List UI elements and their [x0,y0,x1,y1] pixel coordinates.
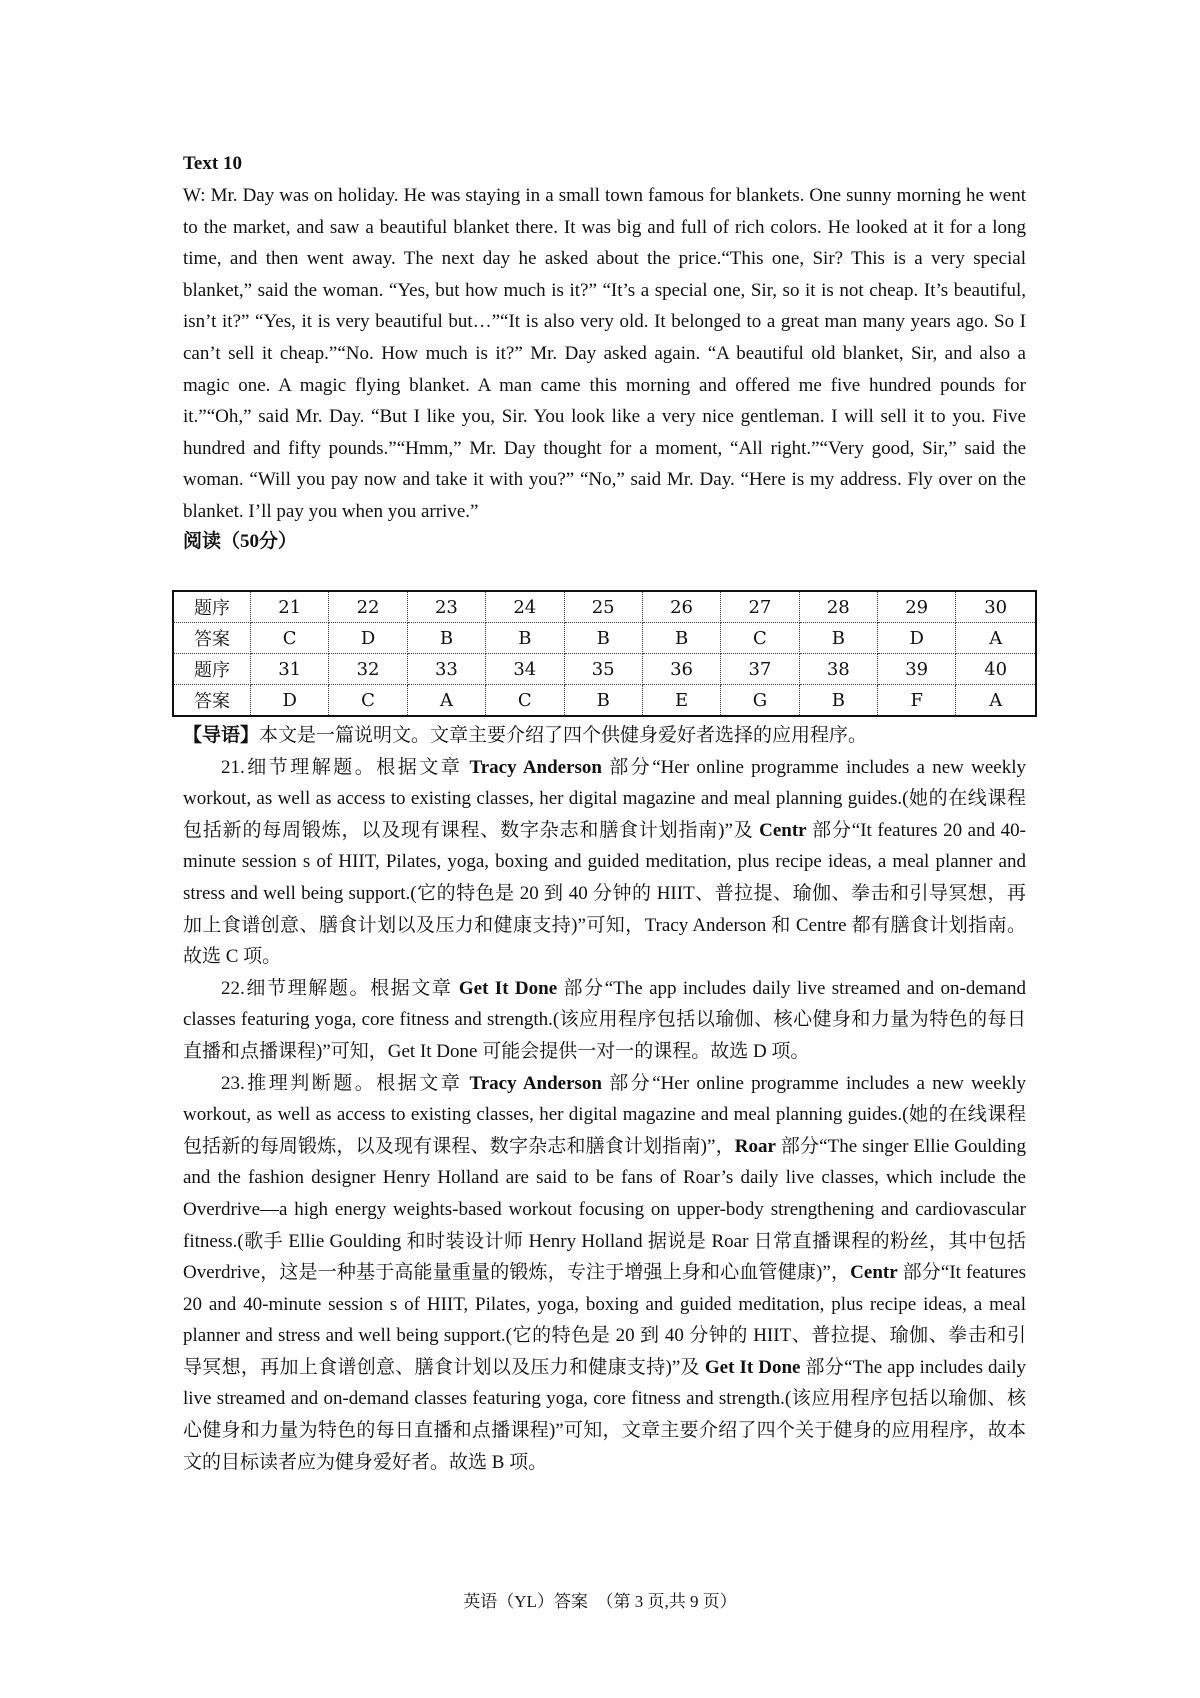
answer-cell: E [642,685,720,717]
question-number-cell: 35 [564,654,642,685]
q21-text-d: 部分“It features 20 and 40-minute session s of HIIT, Pilates, yoga, boxing and guided meditation, plus recipe ideas, a meal planner and stress and well being support.(它的特色是 20 到 40 分钟的 HIIT、普拉提、瑜伽、拳击和引导冥想，再加上食谱创意、膳食计划以及压力和健康支持)”可知，Tracy Anderson 和 Centre 都有膳食计划指南。故选 C 项。 [183,819,1026,968]
answer-row [173,623,1036,654]
question-number-row [173,591,1036,623]
answer-cell: D [251,685,329,717]
q22-explanation [183,973,1026,1068]
q22-text-a: 22.细节理解题。根据文章 [221,977,459,999]
q21-text-c: 部分“Her online programme includes a new weekly workout, as well as access to existing classes, her digital magazine and meal planning guides.(她的在线课程包括新的每周锻炼，以及现有课程、数字杂志和膳食计划指南)”及 [183,756,1026,841]
question-number-cell: 25 [564,591,642,623]
answer-label-cell: 答案 [173,623,251,654]
question-label-cell: 题序 [173,591,251,623]
answer-cell: A [956,685,1036,717]
answer-cell: B [642,623,720,654]
text10-section [183,148,1026,556]
question-number-cell: 22 [329,591,407,623]
q23-bold-2: Roar [734,1135,776,1157]
q21-explanation [183,752,1026,973]
question-number-cell: 32 [329,654,407,685]
q23-text-c: 部分“Her online programme includes a new weekly workout, as well as access to existing classes, her digital magazine and meal planning guides.(她的在线课程包括新的每周锻炼，以及现有课程、数字杂志和膳食计划指南)”， [183,1072,1026,1157]
answer-cell: F [878,685,956,717]
answer-cell: B [564,685,642,717]
question-number-cell: 27 [721,591,799,623]
q22-bold-1: Get It Done [458,977,558,999]
answer-cell: D [329,623,407,654]
page-footer: 英语（YL）答案 （第 3 页,共 9 页） [463,1592,737,1611]
intro-label: 【导语】 [183,725,260,746]
answer-label-cell: 答案 [173,685,251,717]
answer-cell: B [407,623,485,654]
question-number-cell: 37 [721,654,799,685]
answer-cell: C [251,623,329,654]
text10-body: W: Mr. Day was on holiday. He was staying in a small town famous for blankets. One sunny morning he went to the market, and saw a beautiful blanket there. It was big and full of rich colors. He looked at it for a long time, and then went away. The next day he asked about the price.“This one, Sir? This is a very special blanket,” said the woman. “Yes, but how much is it?” “It’s a special one, Sir, so it is not cheap. It’s beautiful, isn’t it?” “Yes, it is very beautiful but…”“It is also very old. It belonged to a great man many years ago. So I can’t sell it cheap.”“No. How much is it?” Mr. Day asked again. “A beautiful old blanket, Sir, and also a magic one. A magic flying blanket. A man came this morning and offered me five hundred pounds for it.”“Oh,” said Mr. Day. “But I like you, Sir. You look like a very nice gentleman. I will sell it to you. Five hundred and fifty pounds.”“Hmm,” Mr. Day thought for a moment, “All right.”“Very good, Sir,” said the woman. “Will you pay now and take it with you?” “No,” said Mr. Day. “Here is my address. Fly over on the blanket. I’ll pay you when you arrive.” [183,185,1026,522]
answer-cell: B [564,623,642,654]
text10-title: Text 10 [183,153,242,174]
answer-cell: B [799,623,877,654]
question-number-cell: 34 [486,654,564,685]
answer-cell: B [799,685,877,717]
q23-bold-4: Get It Done [704,1356,801,1378]
answer-cell: C [721,623,799,654]
q23-text-f: 部分“The app includes daily live streamed and on-demand classes featuring yoga, core fitness and strength.(该应用程序包括以瑜伽、核心健身和力量为特色的每日直播和点播课程)”可知，文章主要介绍了四个关于健身的应用程序，故本文的目标读者应为健身爱好者。故选 B 项。 [183,1356,1027,1473]
q23-text-e: 部分“It features 20 and 40-minute session s of HIIT, Pilates, yoga, boxing and guided meditation, plus recipe ideas, a meal planner and stress and well being support.(它的特色是 20 到 40 分钟的 HIIT、普拉提、瑜伽、拳击和引导冥想，再加上食谱创意、膳食计划以及压力和健康支持)”及 [183,1262,1026,1378]
question-number-cell: 30 [956,591,1036,623]
question-number-cell: 26 [642,591,720,623]
q21-bold-2: Centr [759,819,807,841]
answer-cell: C [329,685,407,717]
q23-bold-3: Centr [850,1262,898,1284]
question-number-cell: 36 [642,654,720,685]
question-number-cell: 24 [486,591,564,623]
q23-bold-1: Tracy Anderson [469,1072,602,1094]
q23-text-d: 部分“The singer Ellie Goulding and the fashion designer Henry Holland are said to be fans of Roar’s daily live classes, which include the Overdrive—a high energy weights-based workout focusing on upper-body strengthening and cardiovascular fitness.(歌手 Ellie Goulding 和时装设计师 Henry Holland 据说是 Roar 日常直播课程的粉丝，其中包括 Overdrive，这是一种基于高能量重量的锻炼，专注于增强上身和心血管健康)”， [183,1135,1026,1284]
question-number-cell: 40 [956,654,1036,685]
question-number-cell: 23 [407,591,485,623]
question-number-cell: 29 [878,591,956,623]
answer-cell: A [956,623,1036,654]
intro-paragraph [183,720,1026,752]
answer-cell: C [486,685,564,717]
question-number-cell: 28 [799,591,877,623]
answer-table [172,590,1037,717]
intro-text: 本文是一篇说明文。文章主要介绍了四个供健身爱好者选择的应用程序。 [259,725,868,746]
q23-explanation [183,1068,1026,1479]
q23-text-a: 23.推理判断题。根据文章 [221,1072,470,1094]
reading-title: 阅读（50分） [183,530,298,552]
question-label-cell: 题序 [173,654,251,685]
answer-cell: D [878,623,956,654]
q22-text-c: 部分“The app includes daily live streamed and on-demand classes featuring yoga, core fitness and strength.(该应用程序包括以瑜伽、核心健身和力量为特色的每日直播和点播课程)”可知，Get It Done 可能会提供一对一的课程。故选 D 项。 [183,977,1026,1062]
question-number-cell: 33 [407,654,485,685]
q21-text-a: 21.细节理解题。根据文章 [221,756,470,778]
q21-bold-1: Tracy Anderson [469,756,602,778]
question-number-row [173,654,1036,685]
answer-row [173,685,1036,717]
answer-cell: G [721,685,799,717]
answer-cell: A [407,685,485,717]
question-number-cell: 38 [799,654,877,685]
explanations [183,720,1026,1478]
answer-cell: B [486,623,564,654]
question-number-cell: 21 [251,591,329,623]
question-number-cell: 39 [878,654,956,685]
question-number-cell: 31 [251,654,329,685]
